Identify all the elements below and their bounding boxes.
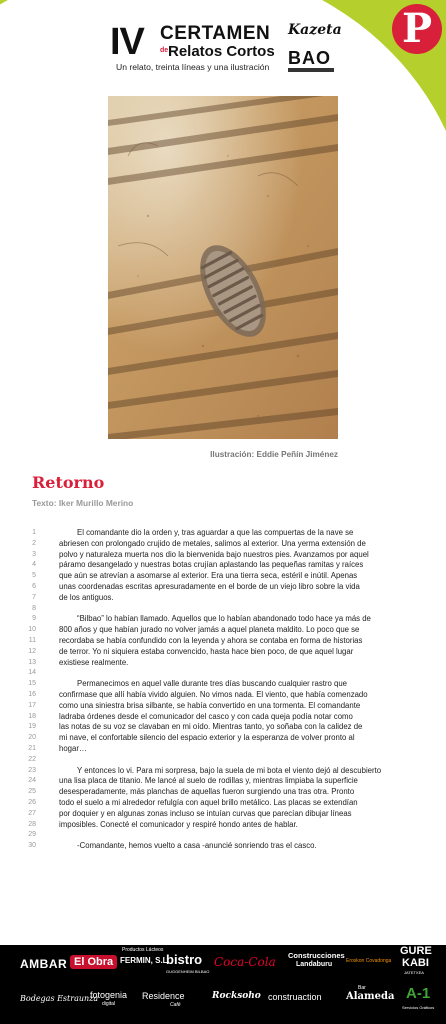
sponsor-el-obra-logo: El Obra: [70, 955, 117, 969]
line-text: que aún se atrevían a asomarse al exterior. Era una tierra seca, estéril e inútil. Apenas: [59, 571, 358, 581]
sponsor-alameda-logo: Alameda: [346, 991, 395, 1002]
line-number: 3: [32, 550, 36, 558]
sponsor-construaction-logo: construaction: [268, 992, 322, 1002]
line-number: 20: [28, 734, 36, 742]
text-line: [0, 582, 446, 593]
sponsor-estraunza-logo: Bodegas Estraunza: [20, 994, 99, 1003]
line-text: de terror. Yo ni siquiera estaba convencido, hasta hace bien poco, de que aquel lugar: [59, 646, 354, 656]
text-line: [0, 560, 446, 571]
sponsor-landaburu-logo: Landaburu: [296, 961, 333, 968]
text-line: [0, 787, 446, 798]
publisher-logo: P: [392, 4, 442, 54]
text-line: [0, 798, 446, 809]
line-text: todo el suelo a mi alrededor refulgía con aquel brillo metálico. Las placas se extendían: [59, 797, 358, 807]
line-text: “Bilbao” lo habían llamado. Aquellos que lo habían abandonado todo hace ya más de: [77, 614, 371, 624]
line-number: 18: [28, 712, 36, 720]
line-number: 21: [28, 744, 36, 752]
line-number: 10: [28, 626, 36, 634]
text-line: [0, 593, 446, 604]
line-text: por doquier y en algunas zonas incluso se intuían curvas que parecían dibujar líneas: [59, 808, 352, 818]
line-number: 12: [28, 647, 36, 655]
text-line: [0, 830, 446, 841]
line-text: de los antiguos.: [59, 592, 114, 602]
text-line: [0, 841, 446, 852]
text-line: [0, 604, 446, 615]
contest-category: Relatos Cortos: [168, 43, 275, 60]
line-text: -Comandante, hemos vuelto a casa -anuncié sonriendo tras el casco.: [77, 841, 317, 851]
text-line: [0, 679, 446, 690]
line-text: como una siniestra brisa silbante, se había convertido en una tormenta. El comandante: [59, 700, 361, 710]
line-text: recordaba se había confundido con la leyenda y ahora se contaba en forma de historias: [59, 635, 363, 645]
text-line: [0, 744, 446, 755]
sponsor-rocksoho-logo: Rocksoho: [212, 991, 261, 1001]
line-text: mi nave, el confortable silencio del espacio exterior y la esperanza de volver pronto al: [59, 733, 355, 743]
text-line: [0, 733, 446, 744]
sponsor-gure-kabi-tagline: JATETXEA: [404, 970, 424, 975]
illustration-caption: Ilustración: Eddie Peñín Jiménez: [210, 450, 338, 459]
line-number: 14: [28, 669, 36, 677]
line-text: una lisa placa de titanio. Me lancé al suelo de rodillas y, mientras limpiaba la superficie: [59, 776, 358, 786]
contest-name: CERTAMEN: [160, 23, 271, 44]
text-line: [0, 550, 446, 561]
sponsor-gure-logo: GURE: [400, 945, 432, 957]
line-text: páramo desangelado y nuestras botas crujían aplastando las pequeñas ramitas y raíces: [59, 560, 364, 570]
line-number: 15: [28, 680, 36, 688]
text-line: [0, 755, 446, 766]
line-number: 25: [28, 788, 36, 796]
line-text: unas coordenadas escritas apresuradamente en el borde de un viejo libro sobre la vida: [59, 581, 360, 591]
line-number: 22: [28, 755, 36, 763]
line-number: 1: [32, 529, 36, 536]
line-number: 9: [32, 615, 36, 623]
line-text: 800 años y que habían jurado no volver jamás a aquel planeta maldito. Lo poco que se: [59, 625, 360, 635]
story-text: [0, 528, 446, 852]
line-text: desesperadamente, más planchas de aquellas fueron surgiendo una tras otra. Pronto: [59, 787, 355, 797]
text-line: [0, 658, 446, 669]
text-line: [0, 712, 446, 723]
kazeta-logo: Kazeta: [288, 22, 342, 38]
line-number: 5: [32, 572, 36, 580]
line-text: abriesen con prolongado crujido de metales, salimos al exterior. Una yerma extensión de: [59, 538, 366, 548]
bao-logo: BAO: [288, 48, 331, 68]
text-line: [0, 636, 446, 647]
sponsor-landaburu-name: Construcciones: [288, 951, 345, 960]
footprint-illustration: [108, 96, 338, 439]
contest-de: de: [160, 47, 169, 54]
text-line: [0, 766, 446, 777]
sponsor-fermin-tagline: Productos Lácteos: [122, 947, 164, 953]
text-line: [0, 701, 446, 712]
line-text: existiese realmente.: [59, 657, 129, 667]
sponsor-coca-cola-logo: Coca-Cola: [214, 955, 276, 969]
line-text: hogar…: [59, 743, 87, 753]
line-number: 27: [28, 809, 36, 817]
line-number: 28: [28, 820, 36, 828]
text-line: [0, 690, 446, 701]
line-number: 7: [32, 593, 36, 601]
text-line: [0, 539, 446, 550]
line-number: 8: [32, 604, 36, 612]
contest-subtitle: Un relato, treinta líneas y una ilustración: [116, 62, 270, 72]
sponsor-a1-tagline: Servicios Gráficos: [402, 1005, 435, 1010]
line-number: 16: [28, 690, 36, 698]
story-title: Retorno: [32, 473, 105, 492]
line-text: ladraba órdenes desde el comunicador del casco y con cada queja podía notar como: [59, 711, 353, 721]
text-line: [0, 625, 446, 636]
sponsor-kabi-logo: KABI: [402, 957, 429, 969]
line-number: 17: [28, 701, 36, 709]
sponsor-residence-tagline: Café: [170, 1002, 181, 1008]
line-text: Y entonces lo vi. Para mi sorpresa, bajo la suela de mi bota el viento dejó al descubierto: [77, 765, 382, 775]
line-number: 30: [28, 842, 36, 850]
story-author: Texto: Iker Murillo Merino: [32, 498, 134, 508]
line-number: 26: [28, 798, 36, 806]
line-number: 6: [32, 582, 36, 590]
sponsor-residence-logo: Residence: [142, 991, 185, 1001]
sponsor-footer: [0, 945, 446, 1024]
text-line: [0, 571, 446, 582]
sponsor-bistro-logo: bistro: [166, 952, 203, 967]
text-line: [0, 614, 446, 625]
line-number: 11: [28, 636, 36, 644]
bao-logo-bar: [288, 68, 334, 72]
text-line: [0, 528, 446, 539]
text-line: [0, 776, 446, 787]
line-number: 23: [28, 766, 36, 774]
line-number: 29: [28, 831, 36, 839]
sponsor-fotogenia-logo: fotogenia: [90, 990, 128, 1000]
line-number: 2: [32, 539, 36, 547]
line-number: 19: [28, 723, 36, 731]
line-text: Permanecimos en aquel valle durante tres días buscando cualquier rastro que: [77, 679, 348, 689]
footprint-illustration-svg: [108, 96, 338, 439]
line-number: 4: [32, 561, 36, 569]
text-line: [0, 647, 446, 658]
sponsor-alameda-tagline: Bar: [358, 985, 366, 991]
text-line: [0, 668, 446, 679]
text-line: [0, 809, 446, 820]
sponsor-ambar-logo: AMBAR: [20, 957, 68, 971]
contest-header: [108, 21, 342, 74]
line-text: imposibles. Conecté el comunicador y respiré hondo antes de hablar.: [59, 819, 298, 829]
sponsor-a1-logo: A-1: [406, 985, 431, 1002]
sponsor-bistro-tagline: GUGGENHEIM BILBAO: [166, 969, 210, 974]
text-line: [0, 722, 446, 733]
line-number: 13: [28, 658, 36, 666]
line-text: confirmase que allí había vivido alguien. No vimos nada. El viento, que había comenzado: [59, 689, 368, 699]
sponsor-fotogenia-tagline: digital: [102, 1001, 116, 1007]
line-number: 24: [28, 777, 36, 785]
line-text: las notas de su voz se clavaban en mi oído. Mientras tanto, yo soñaba con la calidez de: [59, 722, 363, 732]
sponsor-eroski-logo: Eroskon Covadonga: [346, 958, 392, 964]
line-text: polvo y naturaleza muerta nos dio la bienvenida bajo nuestros pies. Avanzamos por aquel: [59, 549, 369, 559]
text-line: [0, 820, 446, 831]
sponsor-fermin-logo: FERMIN, S.L.: [120, 956, 170, 965]
edition-number: IV: [110, 21, 144, 63]
line-text: El comandante dio la orden y, tras aguardar a que las compuertas de la nave se: [77, 528, 354, 537]
